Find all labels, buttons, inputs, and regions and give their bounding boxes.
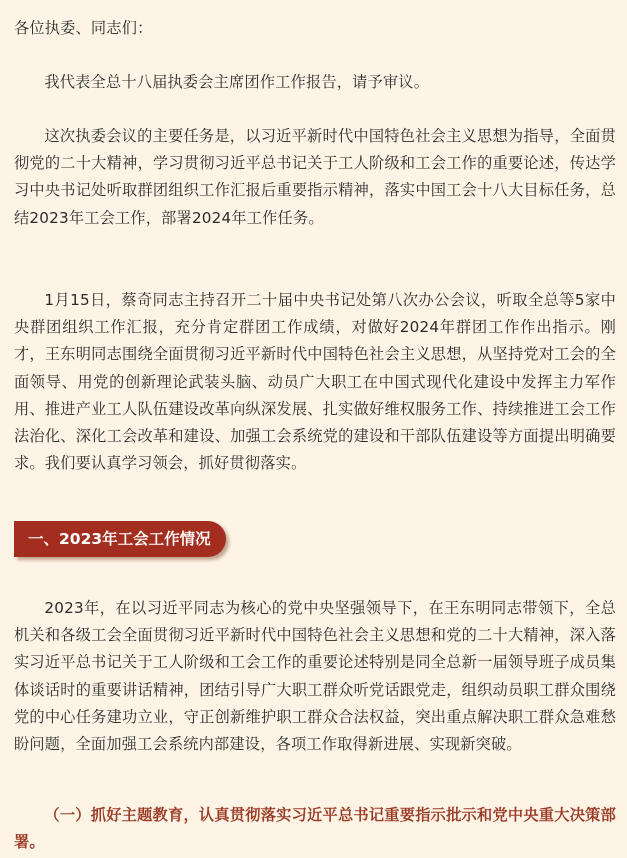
greeting: 各位执委、同志们：	[14, 19, 153, 37]
work-2023-paragraph: 2023年，在以习近平同志为核心的党中央坚强领导下，在王东明同志带领下，全总机关和各级工会全面贯彻习近平新时代中国特色社会主义思想和党的二十大精神，深入落实习近平总书记关于工人阶级和工会工作的重要论述特别是同全总新一届领导班子成员集体谈话时的重要讲话精神，团结引导广大职工群众听党话跟党走，组织动员职工群众围绕党的中心任务建功立业，守正创新维护职工群众合法权益，突出重点解决职工群众急难愁盼问题，全面加强工会系统内部建设，各项工作取得新进展、实现新突破。	[14, 599, 616, 754]
task-paragraph: 这次执委会议的主要任务是，以习近平新时代中国特色社会主义思想为指导，全面贯彻党的二十大精神，学习贯彻习近平总书记关于工人阶级和工会工作的重要论述，传达学习中央书记处听取群团组织工作汇报后重要指示精神，落实中国工会十八大目标任务，总结2023年工会工作，部署2024年工作任务。	[14, 127, 616, 227]
intro-paragraph: 我代表全总十八届执委会主席团作工作报告，请予审议。	[44, 73, 430, 91]
meeting-paragraph: 1月15日，蔡奇同志主持召开二十届中央书记处第八次办公会议，听取全总等5家中央群团组织工作汇报，充分肯定群团工作成绩，对做好2024年群团工作作出指示。刚才，王东明同志围绕全面贯彻习近平新时代中国特色社会主义思想，从坚持党对工会的全面领导、用党的创新理论武装头脑、动员广大职工在中国式现代化建设中发挥主力军作用、推进产业工人队伍建设改革向纵深发展、扎实做好维权服务工作、持续推进工会工作法治化、深化工会改革和建设、加强工会系统党的建设和干部队伍建设等方面提出明确要求。我们要认真学习领会，抓好贯彻落实。	[14, 291, 616, 473]
section-title-banner: 一、2023年工会工作情况	[14, 521, 226, 557]
subsection-heading: （一）抓好主题教育，认真贯彻落实习近平总书记重要指示批示和党中央重大决策部署。	[14, 806, 616, 852]
